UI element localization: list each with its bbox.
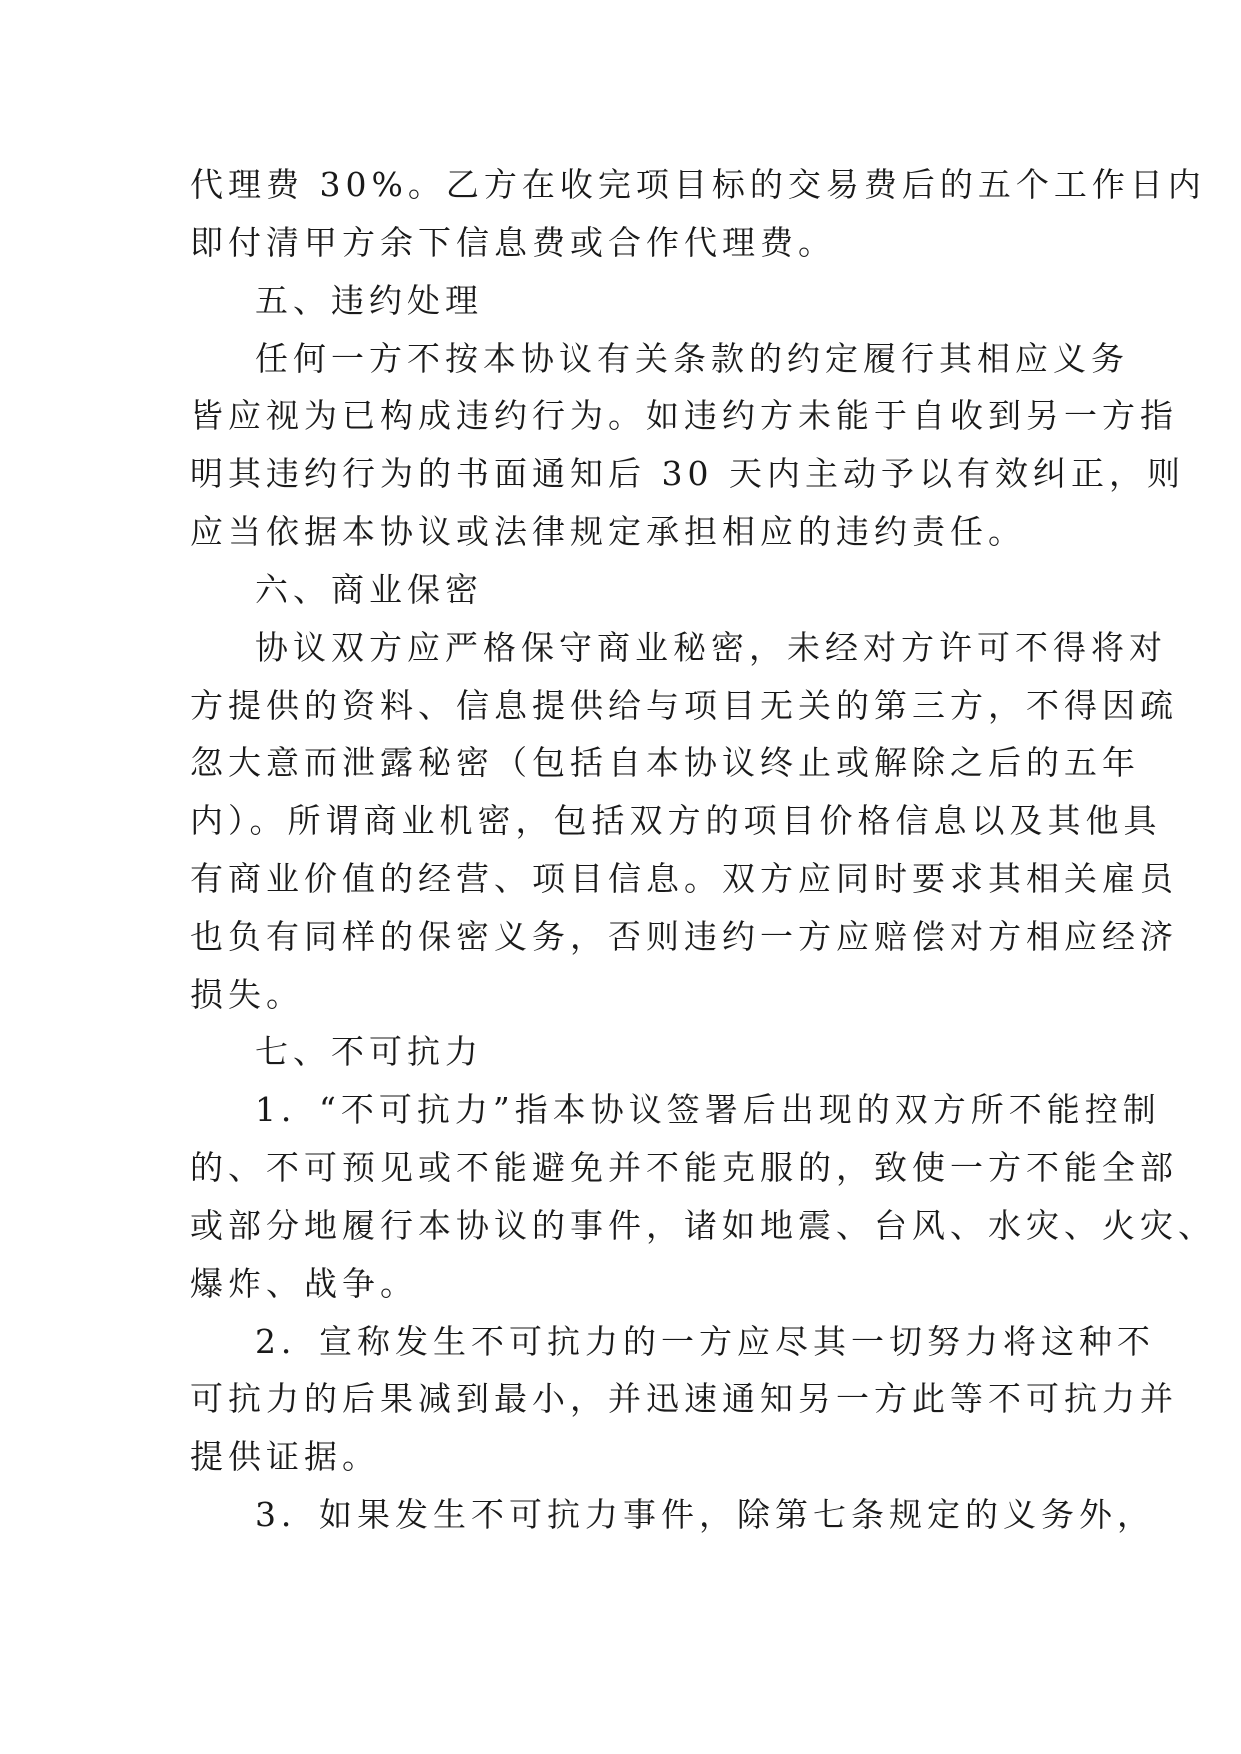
body-text-line: 忽大意而泄露秘密（包括自本协议终止或解除之后的五年 <box>190 743 1140 782</box>
body-text-line: 损失。 <box>190 975 304 1014</box>
body-text-line: 1．“不可抗力”指本协议签署后出现的双方所不能控制 <box>255 1090 1161 1129</box>
body-text-line: 有商业价值的经营、项目信息。双方应同时要求其相关雇员 <box>190 859 1178 898</box>
body-text-line: 也负有同样的保密义务，否则违约一方应赔偿对方相应经济 <box>190 917 1178 956</box>
section-heading-force-majeure: 七、不可抗力 <box>255 1032 483 1071</box>
body-text-line: 2．宣称发生不可抗力的一方应尽其一切努力将这种不 <box>255 1322 1155 1361</box>
body-text-line: 代理费 30%。乙方在收完项目标的交易费后的五个工作日内 <box>190 165 1206 204</box>
section-heading-breach: 五、违约处理 <box>255 281 483 320</box>
body-text-line: 内）。所谓商业机密，包括双方的项目价格信息以及其他具 <box>190 801 1162 840</box>
body-text-line: 提供证据。 <box>190 1437 380 1476</box>
body-text-line: 协议双方应严格保守商业秘密，未经对方许可不得将对 <box>255 628 1167 667</box>
body-text-line: 可抗力的后果减到最小，并迅速通知另一方此等不可抗力并 <box>190 1379 1178 1418</box>
section-heading-confidentiality: 六、商业保密 <box>255 570 483 609</box>
body-text-line: 的、不可预见或不能避免并不能克服的，致使一方不能全部 <box>190 1148 1178 1187</box>
body-text-line: 方提供的资料、信息提供给与项目无关的第三方，不得因疏 <box>190 686 1178 725</box>
body-text-line: 皆应视为已构成违约行为。如违约方未能于自收到另一方指 <box>190 396 1178 435</box>
body-text-line: 或部分地履行本协议的事件，诸如地震、台风、水灾、火灾、 <box>190 1206 1216 1245</box>
body-text-line: 应当依据本协议或法律规定承担相应的违约责任。 <box>190 512 1026 551</box>
body-text-line: 3．如果发生不可抗力事件，除第七条规定的义务外， <box>255 1495 1155 1534</box>
body-text-line: 即付清甲方余下信息费或合作代理费。 <box>190 223 836 262</box>
body-text-line: 爆炸、战争。 <box>190 1264 418 1303</box>
body-text-line: 明其违约行为的书面通知后 30 天内主动予以有效纠正，则 <box>190 454 1185 493</box>
body-text-line: 任何一方不按本协议有关条款的约定履行其相应义务 <box>255 339 1129 378</box>
